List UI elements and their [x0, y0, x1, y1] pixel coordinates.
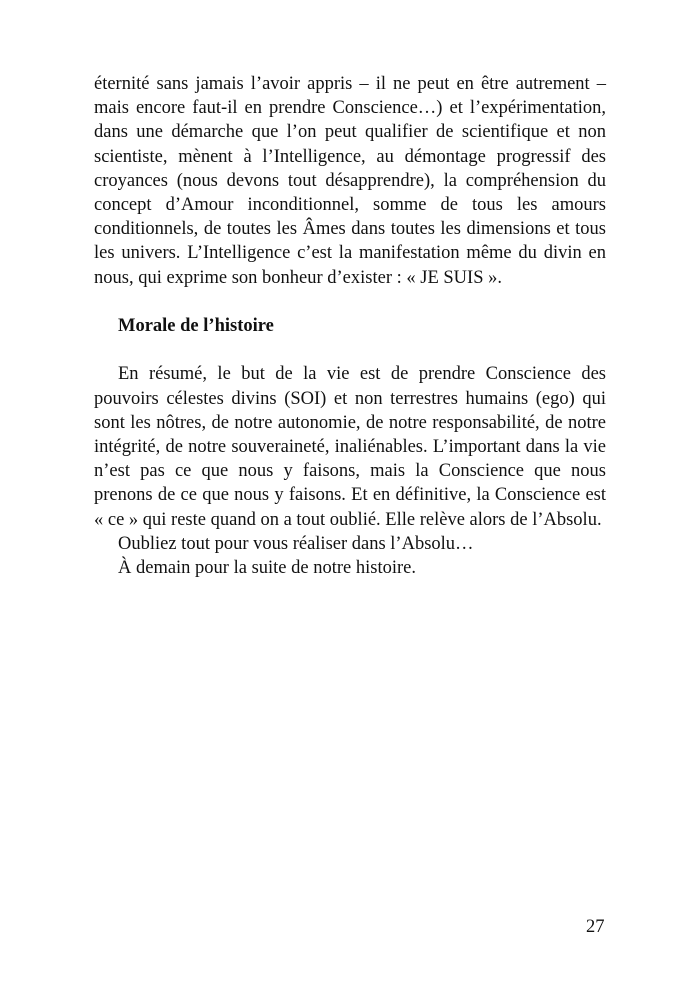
continuation-paragraph: éternité sans jamais l’avoir appris – il ne peut en être autrement – mais encore faut-il en prendre Conscience…) et l’expérimentation, dans une démarche que l’on peut qualifier de scientifique et non scientiste, mènent à l’Intelligence, au démontage progressif des croyances (nous devons tout désapprendre), la compréhension du concept d’Amour inconditionnel, somme de tous les amours conditionnels, de toutes les Âmes dans toutes les dimensions et tous les univers. L’Intelligence c’est la manifestation même du divin en nous, qui exprime son bonheur d’exister : « JE SUIS ».: [94, 74, 606, 288]
tomorrow-line: À demain pour la suite de notre histoire.: [118, 558, 416, 579]
page-body: [94, 72, 606, 580]
forget-line: Oubliez tout pour vous réaliser dans l’Absolu…: [118, 533, 474, 554]
summary-paragraph: En résumé, le but de la vie est de prendre Conscience des pouvoirs célestes divins (SOI) et non terrestres humains (ego) qui sont les nôtres, de notre autonomie, de notre responsabilité, de notre intégrité, de notre souveraineté, inaliénables. L’important dans la vie n’est pas ce que nous y faisons, mais la Conscience que nous prenons de ce que nous y faisons. Et en définitive, la Conscience est « ce » qui reste quand on a tout oublié. Elle relève alors de l’Absolu.: [94, 364, 606, 530]
section-heading: Morale de l’histoire: [118, 316, 274, 337]
page-number: 27: [586, 917, 605, 937]
